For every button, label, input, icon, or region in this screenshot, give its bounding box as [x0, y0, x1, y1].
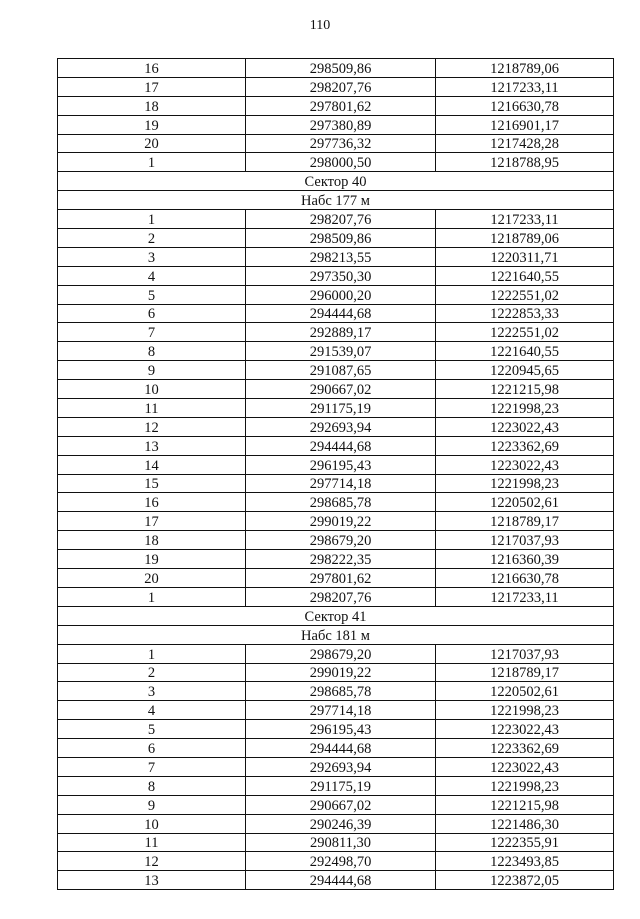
table-row: [58, 587, 614, 606]
y-coordinate-cell: 1216630,78: [436, 96, 614, 115]
point-number-cell: 11: [58, 833, 246, 852]
table-row: [58, 550, 614, 569]
y-coordinate-cell: 1216630,78: [436, 569, 614, 588]
x-coordinate-cell: 294444,68: [246, 739, 436, 758]
point-number-cell: 1: [58, 644, 246, 663]
y-coordinate-cell: 1216360,39: [436, 550, 614, 569]
x-coordinate-cell: 297714,18: [246, 701, 436, 720]
sector-header-row: [58, 606, 614, 625]
x-coordinate-cell: 291175,19: [246, 399, 436, 418]
point-number-cell: 18: [58, 96, 246, 115]
x-coordinate-cell: 298685,78: [246, 682, 436, 701]
table-row: [58, 852, 614, 871]
x-coordinate-cell: 299019,22: [246, 512, 436, 531]
y-coordinate-cell: 1218789,06: [436, 229, 614, 248]
elevation-label: Набс 181 м: [58, 625, 614, 644]
y-coordinate-cell: 1220311,71: [436, 247, 614, 266]
point-number-cell: 3: [58, 247, 246, 266]
sector-title: Сектор 41: [58, 606, 614, 625]
point-number-cell: 16: [58, 493, 246, 512]
table-row: [58, 474, 614, 493]
x-coordinate-cell: 297380,89: [246, 115, 436, 134]
point-number-cell: 17: [58, 512, 246, 531]
table-row: [58, 739, 614, 758]
y-coordinate-cell: 1221215,98: [436, 380, 614, 399]
table-row: [58, 285, 614, 304]
point-number-cell: 18: [58, 531, 246, 550]
point-number-cell: 10: [58, 814, 246, 833]
table-row: [58, 644, 614, 663]
x-coordinate-cell: 294444,68: [246, 871, 436, 890]
table-row: [58, 493, 614, 512]
x-coordinate-cell: 292693,94: [246, 417, 436, 436]
y-coordinate-cell: 1221998,23: [436, 399, 614, 418]
point-number-cell: 19: [58, 115, 246, 134]
y-coordinate-cell: 1220502,61: [436, 493, 614, 512]
point-number-cell: 8: [58, 342, 246, 361]
table-row: [58, 682, 614, 701]
x-coordinate-cell: 292693,94: [246, 757, 436, 776]
point-number-cell: 16: [58, 59, 246, 78]
table-row: [58, 436, 614, 455]
x-coordinate-cell: 290667,02: [246, 380, 436, 399]
x-coordinate-cell: 298207,76: [246, 587, 436, 606]
table-row: [58, 757, 614, 776]
point-number-cell: 9: [58, 795, 246, 814]
x-coordinate-cell: 298000,50: [246, 153, 436, 172]
point-number-cell: 14: [58, 455, 246, 474]
table-row: [58, 134, 614, 153]
x-coordinate-cell: 292498,70: [246, 852, 436, 871]
point-number-cell: 6: [58, 304, 246, 323]
table-row: [58, 720, 614, 739]
table-row: [58, 776, 614, 795]
y-coordinate-cell: 1223022,43: [436, 417, 614, 436]
sector-title: Сектор 40: [58, 172, 614, 191]
point-number-cell: 2: [58, 229, 246, 248]
point-number-cell: 1: [58, 587, 246, 606]
point-number-cell: 4: [58, 701, 246, 720]
y-coordinate-cell: 1218789,17: [436, 512, 614, 531]
table-row: [58, 417, 614, 436]
point-number-cell: 20: [58, 569, 246, 588]
table-row: [58, 814, 614, 833]
y-coordinate-cell: 1221998,23: [436, 701, 614, 720]
x-coordinate-cell: 291175,19: [246, 776, 436, 795]
y-coordinate-cell: 1223362,69: [436, 436, 614, 455]
y-coordinate-cell: 1217037,93: [436, 644, 614, 663]
table-row: [58, 512, 614, 531]
table-row: [58, 115, 614, 134]
y-coordinate-cell: 1223493,85: [436, 852, 614, 871]
x-coordinate-cell: 290811,30: [246, 833, 436, 852]
y-coordinate-cell: 1216901,17: [436, 115, 614, 134]
x-coordinate-cell: 298222,35: [246, 550, 436, 569]
y-coordinate-cell: 1222551,02: [436, 285, 614, 304]
x-coordinate-cell: 292889,17: [246, 323, 436, 342]
point-number-cell: 6: [58, 739, 246, 758]
elevation-row: [58, 625, 614, 644]
x-coordinate-cell: 294444,68: [246, 304, 436, 323]
point-number-cell: 13: [58, 436, 246, 455]
table-row: [58, 77, 614, 96]
x-coordinate-cell: 297736,32: [246, 134, 436, 153]
point-number-cell: 5: [58, 285, 246, 304]
x-coordinate-cell: 298679,20: [246, 531, 436, 550]
y-coordinate-cell: 1218789,17: [436, 663, 614, 682]
x-coordinate-cell: 290246,39: [246, 814, 436, 833]
y-coordinate-cell: 1221998,23: [436, 474, 614, 493]
table-row: [58, 569, 614, 588]
y-coordinate-cell: 1222551,02: [436, 323, 614, 342]
point-number-cell: 1: [58, 210, 246, 229]
y-coordinate-cell: 1217233,11: [436, 587, 614, 606]
point-number-cell: 12: [58, 852, 246, 871]
table-row: [58, 304, 614, 323]
x-coordinate-cell: 297801,62: [246, 569, 436, 588]
x-coordinate-cell: 296195,43: [246, 720, 436, 739]
table-row: [58, 210, 614, 229]
x-coordinate-cell: 298509,86: [246, 59, 436, 78]
point-number-cell: 7: [58, 757, 246, 776]
table-row: [58, 795, 614, 814]
y-coordinate-cell: 1218789,06: [436, 59, 614, 78]
point-number-cell: 3: [58, 682, 246, 701]
table-row: [58, 531, 614, 550]
table-row: [58, 399, 614, 418]
point-number-cell: 17: [58, 77, 246, 96]
x-coordinate-cell: 299019,22: [246, 663, 436, 682]
point-number-cell: 10: [58, 380, 246, 399]
y-coordinate-cell: 1218788,95: [436, 153, 614, 172]
y-coordinate-cell: 1221640,55: [436, 266, 614, 285]
y-coordinate-cell: 1222355,91: [436, 833, 614, 852]
table-row: [58, 701, 614, 720]
y-coordinate-cell: 1221998,23: [436, 776, 614, 795]
y-coordinate-cell: 1221640,55: [436, 342, 614, 361]
y-coordinate-cell: 1220945,65: [436, 361, 614, 380]
x-coordinate-cell: 298509,86: [246, 229, 436, 248]
x-coordinate-cell: 296195,43: [246, 455, 436, 474]
y-coordinate-cell: 1217233,11: [436, 210, 614, 229]
table-row: [58, 361, 614, 380]
x-coordinate-cell: 296000,20: [246, 285, 436, 304]
point-number-cell: 15: [58, 474, 246, 493]
point-number-cell: 12: [58, 417, 246, 436]
x-coordinate-cell: 294444,68: [246, 436, 436, 455]
x-coordinate-cell: 291539,07: [246, 342, 436, 361]
table-row: [58, 871, 614, 890]
y-coordinate-cell: 1222853,33: [436, 304, 614, 323]
point-number-cell: 19: [58, 550, 246, 569]
table-row: [58, 229, 614, 248]
point-number-cell: 2: [58, 663, 246, 682]
y-coordinate-cell: 1221215,98: [436, 795, 614, 814]
elevation-row: [58, 191, 614, 210]
y-coordinate-cell: 1223362,69: [436, 739, 614, 758]
x-coordinate-cell: 298679,20: [246, 644, 436, 663]
y-coordinate-cell: 1223022,43: [436, 720, 614, 739]
point-number-cell: 5: [58, 720, 246, 739]
table-row: [58, 663, 614, 682]
table-row: [58, 380, 614, 399]
x-coordinate-cell: 291087,65: [246, 361, 436, 380]
sector-header-row: [58, 172, 614, 191]
page-number: 110: [309, 18, 331, 33]
y-coordinate-cell: 1220502,61: [436, 682, 614, 701]
x-coordinate-cell: 297801,62: [246, 96, 436, 115]
y-coordinate-cell: 1223872,05: [436, 871, 614, 890]
point-number-cell: 4: [58, 266, 246, 285]
point-number-cell: 13: [58, 871, 246, 890]
coordinates-table-body: [58, 59, 614, 890]
y-coordinate-cell: 1217233,11: [436, 77, 614, 96]
table-row: [58, 323, 614, 342]
table-row: [58, 96, 614, 115]
point-number-cell: 20: [58, 134, 246, 153]
table-row: [58, 266, 614, 285]
table-row: [58, 455, 614, 474]
table-row: [58, 833, 614, 852]
x-coordinate-cell: 297350,30: [246, 266, 436, 285]
point-number-cell: 9: [58, 361, 246, 380]
x-coordinate-cell: 298685,78: [246, 493, 436, 512]
x-coordinate-cell: 290667,02: [246, 795, 436, 814]
table-row: [58, 342, 614, 361]
point-number-cell: 7: [58, 323, 246, 342]
coordinates-table: [57, 58, 614, 890]
y-coordinate-cell: 1223022,43: [436, 455, 614, 474]
y-coordinate-cell: 1221486,30: [436, 814, 614, 833]
x-coordinate-cell: 297714,18: [246, 474, 436, 493]
y-coordinate-cell: 1223022,43: [436, 757, 614, 776]
x-coordinate-cell: 298207,76: [246, 77, 436, 96]
elevation-label: Набс 177 м: [58, 191, 614, 210]
point-number-cell: 1: [58, 153, 246, 172]
y-coordinate-cell: 1217428,28: [436, 134, 614, 153]
x-coordinate-cell: 298213,55: [246, 247, 436, 266]
point-number-cell: 8: [58, 776, 246, 795]
x-coordinate-cell: 298207,76: [246, 210, 436, 229]
point-number-cell: 11: [58, 399, 246, 418]
table-row: [58, 59, 614, 78]
table-row: [58, 153, 614, 172]
y-coordinate-cell: 1217037,93: [436, 531, 614, 550]
table-row: [58, 247, 614, 266]
